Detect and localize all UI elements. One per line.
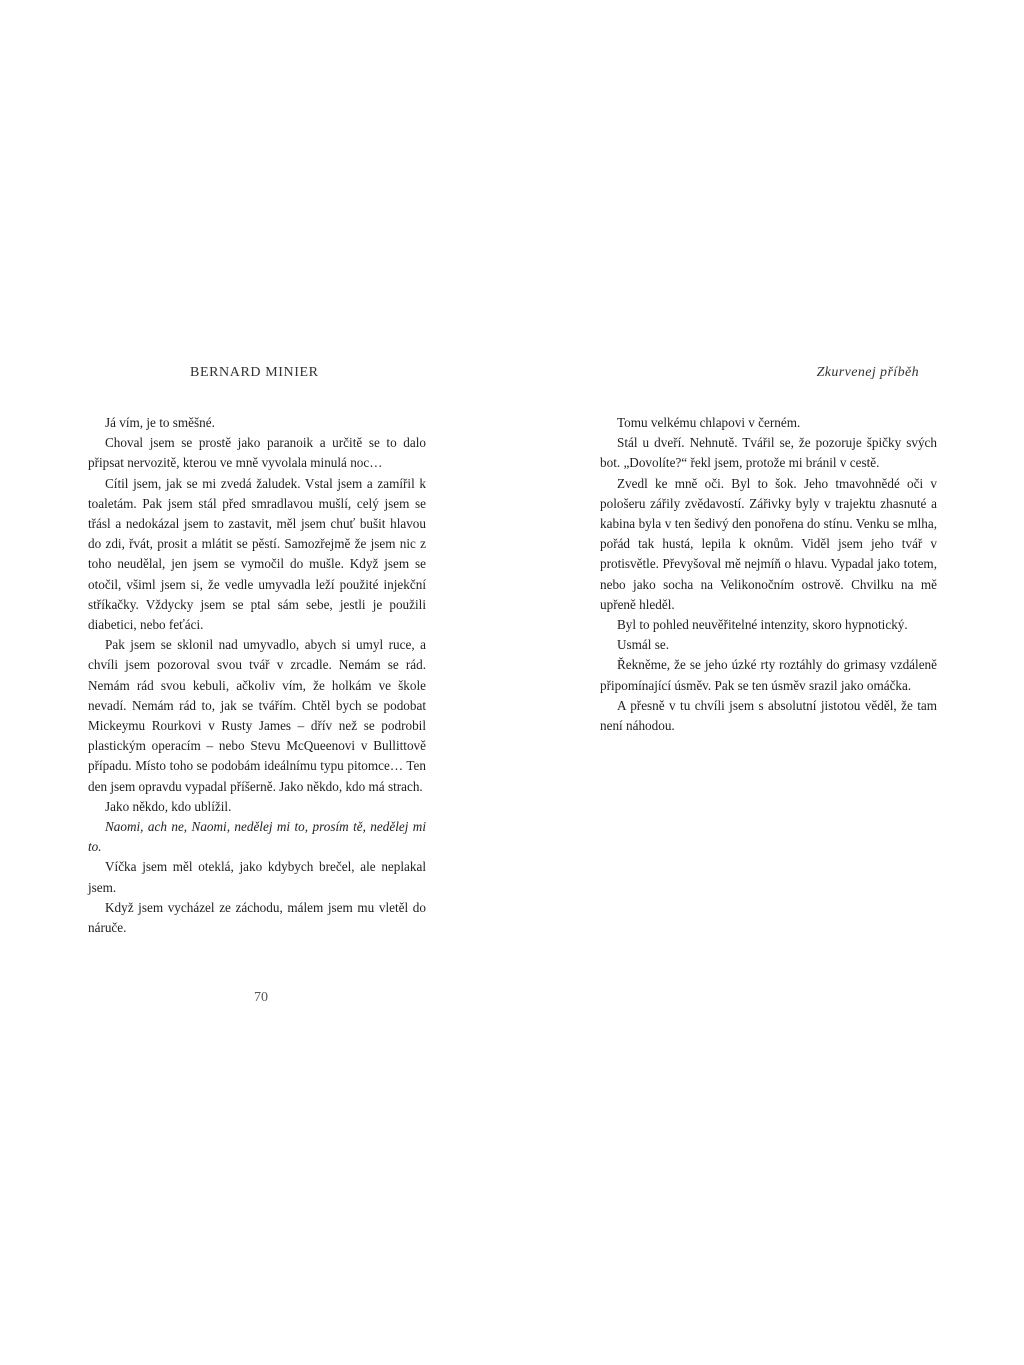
left-page-body [88,413,426,938]
page-number: 70 [254,990,268,1005]
paragraph: Tomu velkému chlapovi v černém. [617,415,801,430]
paragraph-italic: Naomi, ach ne, Naomi, nedělej mi to, prosím tě, nedělej mi to. [88,819,426,855]
paragraph: Víčka jsem měl oteklá, jako kdybych brečel, ale neplakal jsem. [88,859,426,895]
paragraph: Řekněme, že se jeho úzké rty roztáhly do grimasy vzdáleně připomínající úsměv. Pak se ten úsměv srazil jako omáčka. [600,657,937,693]
right-page [600,0,937,1365]
paragraph: Stál u dveří. Nehnutě. Tvářil se, že pozoruje špičky svých bot. „Dovolíte?“ řekl jsem, protože mi bránil v cestě. [600,435,937,471]
paragraph: Pak jsem se sklonil nad umyvadlo, abych si umyl ruce, a chvíli jsem pozoroval svou tvář v zrcadle. Nemám se rád. Nemám rád svou kebuli, ačkoliv vím, že holkám ve škole nevadí. Nemám rád to, jak se tvářím. Chtěl bych se podobat Mickeymu Rourkovi v Rusty James – dřív než se podrobil plastickým operacím – nebo Stevu McQueenovi v Bullittově případu. Místo toho se podobám ideálnímu typu pitomce… Ten den jsem opravdu vypadal příšerně. Jako někdo, kdo má strach. [88,637,426,794]
paragraph: Když jsem vycházel ze záchodu, málem jsem mu vletěl do náruče. [88,899,426,936]
paragraph: Cítil jsem, jak se mi zvedá žaludek. Vstal jsem a zamířil k toaletám. Pak jsem stál před smradlavou mušlí, celý jsem se třásl a nedokázal jsem to zastavit, měl jsem chuť bušit hlavou do zdi, řvát, prosit a mlátit se pěstí. Samozřejmě že jsem nic z toho neudělal, jen jsem se vymočil do mušle. Když jsem se otočil, všiml jsem si, že vedle umyvadla leží použité injekční stříkačky. Vždycky jsem se ptal sám sebe, jestli je použili diabetici, nebo feťáci. [88,475,426,633]
left-page [88,0,426,1365]
running-head-author: BERNARD MINIER [190,365,319,380]
paragraph: Jako někdo, kdo ublížil. [105,798,232,814]
running-head-title: Zkurvenej příběh [816,365,919,380]
paragraph: A přesně v tu chvíli jsem s absolutní jistotou věděl, že tam není náhodou. [600,697,937,734]
right-page-body [600,413,937,736]
paragraph: Já vím, je to směšné. [105,415,215,430]
paragraph: Byl to pohled neuvěřitelné intenzity, skoro hypnotický. [617,617,908,633]
paragraph: Choval jsem se prostě jako paranoik a určitě se to dalo připsat nervozitě, kterou ve mně vyvolala minulá noc… [88,435,426,471]
paragraph: Zvedl ke mně oči. Byl to šok. Jeho tmavohnědé oči v pološeru zářily zvědavostí. Zářivky byly v trajektu zhasnuté a kabina byla v ten šedivý den ponořena do stínu. Venku se mlha, pořád tak hustá, lepila k oknům. Viděl jsem jeho tvář v protisvětle. Převyšoval mě nejmíň o hlavu. Vypadal jako totem, nebo jako socha na Velikonočním ostrově. Chvilku na mě upřeně hleděl. [600,475,937,612]
paragraph: Usmál se. [617,637,670,653]
